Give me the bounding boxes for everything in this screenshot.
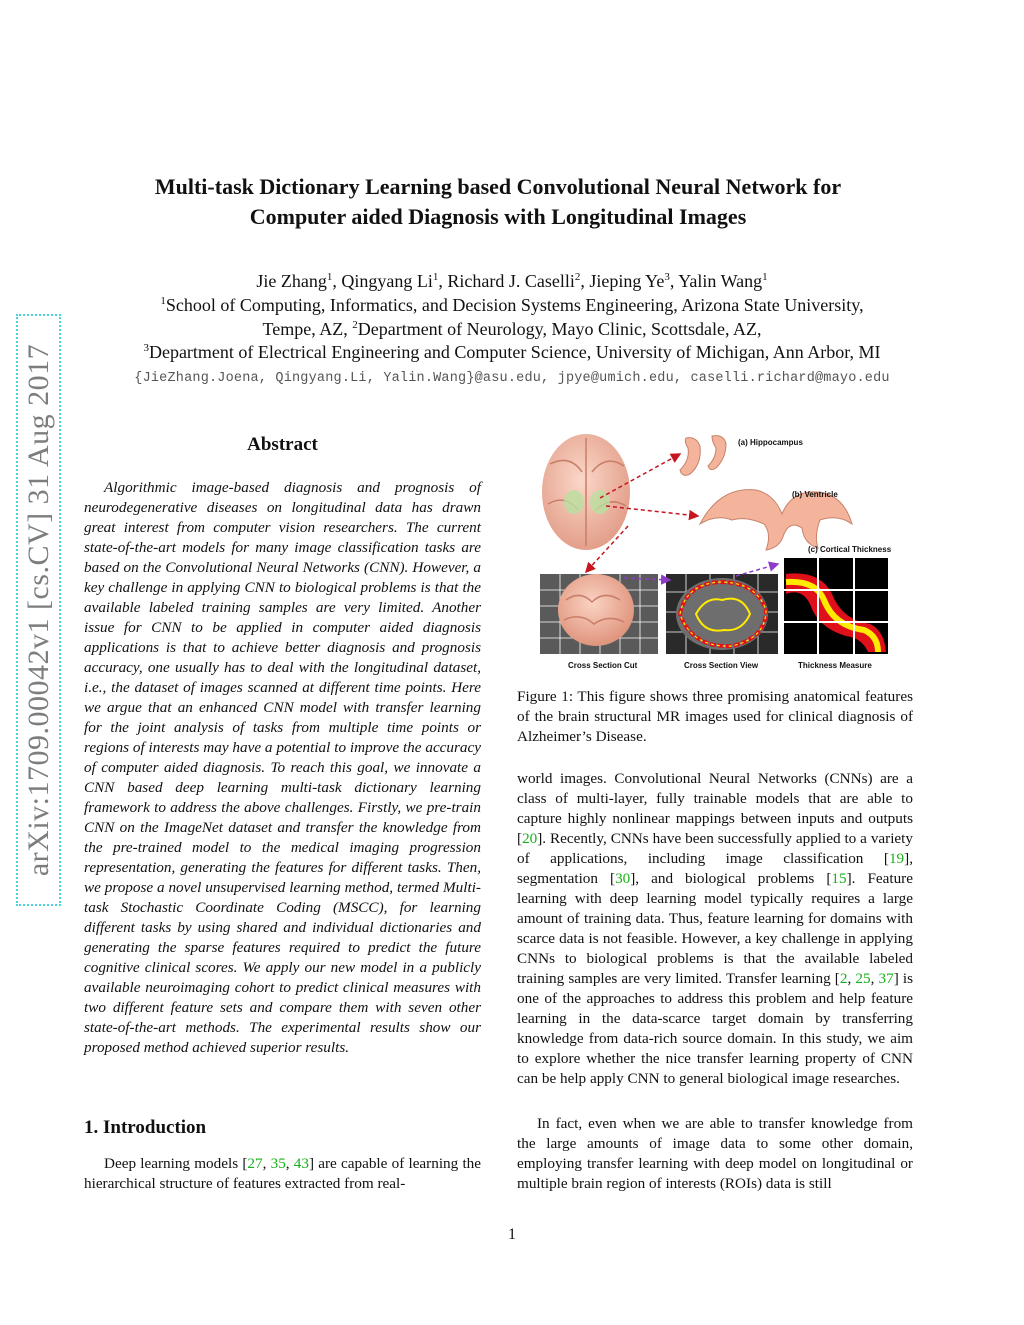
hippocampus-icon xyxy=(680,436,726,476)
citation-link[interactable]: 19 xyxy=(888,850,905,867)
author-name: Yalin Wang xyxy=(678,271,763,291)
author-aff: 1 xyxy=(762,271,768,283)
body-text: , xyxy=(847,970,856,987)
aff-mark: 2 xyxy=(352,319,358,331)
figure-label-thickness: Thickness Measure xyxy=(798,661,872,670)
figure-label-cut: Cross Section Cut xyxy=(568,661,638,670)
author-aff: 2 xyxy=(574,271,581,283)
brain-anatomy-figure xyxy=(520,424,913,678)
author-name: Richard J. Caselli xyxy=(447,271,575,291)
affiliation-2 xyxy=(60,318,964,341)
citation-link[interactable]: 43 xyxy=(293,1155,309,1172)
figure-label-hippocampus: (a) Hippocampus xyxy=(738,438,803,447)
figure-label-cortical: (c) Cortical Thickness xyxy=(808,545,892,554)
body-paragraph xyxy=(517,769,913,1089)
figure-1 xyxy=(520,424,913,678)
body-text: , xyxy=(870,970,879,987)
page-number: 1 xyxy=(508,1226,516,1243)
affiliation-3 xyxy=(60,341,964,364)
title-line-1: Multi-task Dictionary Learning based Convolutional Neural Network for xyxy=(154,174,842,199)
citation-link[interactable]: 27 xyxy=(247,1155,263,1172)
author-aff: 3 xyxy=(664,271,670,283)
figure-caption: Figure 1: This figure shows three promising anatomical features of the brain structural MR images used for clinical diagnosis of Alzheimer’s Disease. xyxy=(517,688,913,745)
author-name: Jie Zhang xyxy=(256,271,327,291)
author-aff: 1 xyxy=(432,271,439,283)
citation-link[interactable]: 20 xyxy=(522,830,538,847)
aff-text: School of Computing, Informatics, and Decision Systems Engineering, Arizona State University, xyxy=(165,295,864,315)
body-text: ], and biological problems [ xyxy=(630,870,832,887)
aff-text: Department of Neurology, Mayo Clinic, Scottsdale, AZ, xyxy=(357,319,762,339)
body-text: ]. Feature learning with deep learning model typically requires a large amount of training data. Thus, feature learning for domains with scarce data is not feasible. However, a key challenge in applying CNNs to biological problems is that the available labeled training samples are very limited. Transfer learning [ xyxy=(517,870,913,987)
arxiv-stamp xyxy=(16,314,61,906)
aff-mark: 3 xyxy=(143,342,149,354)
abstract-text: Algorithmic image-based diagnosis and prognosis of neurodegenerative diseases on longitudinal data has drawn great interest from computer vision researchers. The current state-of-the-art models for many image classification tasks are based on the Convolutional Neural Networks (CNN). However, a key challenge in applying CNN to biological problems is that the available labeled training samples are very limited. Another issue for CNN to be applied in computer aided diagnosis applications is that to achieve better diagnosis and prognosis accuracy, one usually has to deal with the longitudinal dataset, i.e., the dataset of images scanned at different time points. Here we argue that an enhanced CNN model with transfer learning for the joint analysis of tasks from multiple time points or regions of interests may have a potential to improve the accuracy of computer aided diagnosis. To reach this goal, we innovate a CNN based deep learning multi-task dictionary learning framework to address the above challenges. Firstly, we pre-train CNN on the ImageNet dataset and transfer the knowledge from the pre-trained model to the medical imaging progression representation, generating the features for different tasks. Then, we propose a novel unsupervised learning method, termed Multi-task Stochastic Coordinate Coding (MSCC), for learning different tasks by using shared and individual dictionaries and generating the sparse features required to predict the future cognitive clinical scores. We apply our new model in a publicly available neuroimaging cohort to predict clinical measures with two different feature sets and compare them with seven other state-of-the-art methods. The experimental results show our proposed method achieved superior results. xyxy=(84,479,481,1056)
figure-label-view: Cross Section View xyxy=(684,661,759,670)
affiliation-1 xyxy=(60,294,964,317)
brain-top-icon xyxy=(542,434,630,550)
citation-link[interactable]: 30 xyxy=(615,870,631,887)
intro-paragraph: Deep learning models [27, 35, 43] are capable of learning the hierarchical structure of features extracted from real- xyxy=(84,1155,482,1192)
citation-link[interactable]: 15 xyxy=(831,870,847,887)
paper-title xyxy=(100,172,896,232)
author-emails: {JieZhang.Joena, Qingyang.Li, Yalin.Wang}@asu.edu, jpye@umich.edu, caselli.richard@mayo.edu xyxy=(134,371,890,386)
thickness-measure-panel xyxy=(784,558,888,654)
body-paragraph: In fact, even when we are able to transfer knowledge from the large amounts of image data to some other domain, employing transfer learning with deep model on longitudinal or multiple brain region of interests (ROIs) data is still xyxy=(517,1115,913,1192)
citation-link[interactable]: 2 xyxy=(839,970,848,987)
cross-section-cut-panel xyxy=(540,574,658,654)
body-text: ] is one of the approaches to address this problem and help feature learning in the data-scarce target domain by transferring knowledge from data-rich source domain. In this study, we aim to explore whether the nice transfer learning property of CNN can be help apply CNN to general biological image researches. xyxy=(517,970,914,1087)
figure-label-ventricle: (b) Ventricle xyxy=(792,490,838,499)
body-text: ]. Recently, CNNs have been successfully applied to a variety of applications, including image classification [ xyxy=(517,830,913,867)
section-heading: 1. Introduction xyxy=(84,1117,207,1138)
citation-link[interactable]: 37 xyxy=(878,970,894,987)
citation-link[interactable]: 35 xyxy=(270,1155,286,1172)
author-name: Qingyang Li xyxy=(341,271,433,291)
author-aff: 1 xyxy=(326,271,333,283)
body-text: ], segmentation [ xyxy=(517,850,913,887)
author-list: Jie Zhang$^1$, Qingyang Li$^1$, Richard J. Caselli$^2$, Jieping Ye$^3$, Yalin Wang$^1$ xyxy=(256,271,768,291)
title-line-2: Computer aided Diagnosis with Longitudinal Images xyxy=(249,204,747,229)
arxiv-id: arXiv:1709.00042v1 [cs.CV] 31 Aug 2017 xyxy=(21,343,55,877)
aff-mark: 1 xyxy=(160,295,166,307)
author-name: Jieping Ye xyxy=(589,271,665,291)
aff-text: Department of Electrical Engineering and Computer Science, University of Michigan, Ann Arbor, MI xyxy=(148,342,881,362)
abstract-heading: Abstract xyxy=(247,434,318,455)
aff-text: Tempe, AZ, xyxy=(262,319,353,339)
body-text: world images. Convolutional Neural Networks (CNNs) are a class of multi-layer, fully trainable models that are able to capture highly nonlinear mappings between inputs and outputs [ xyxy=(517,770,913,847)
cross-section-view-panel xyxy=(666,574,778,654)
citation-link[interactable]: 25 xyxy=(855,970,871,987)
